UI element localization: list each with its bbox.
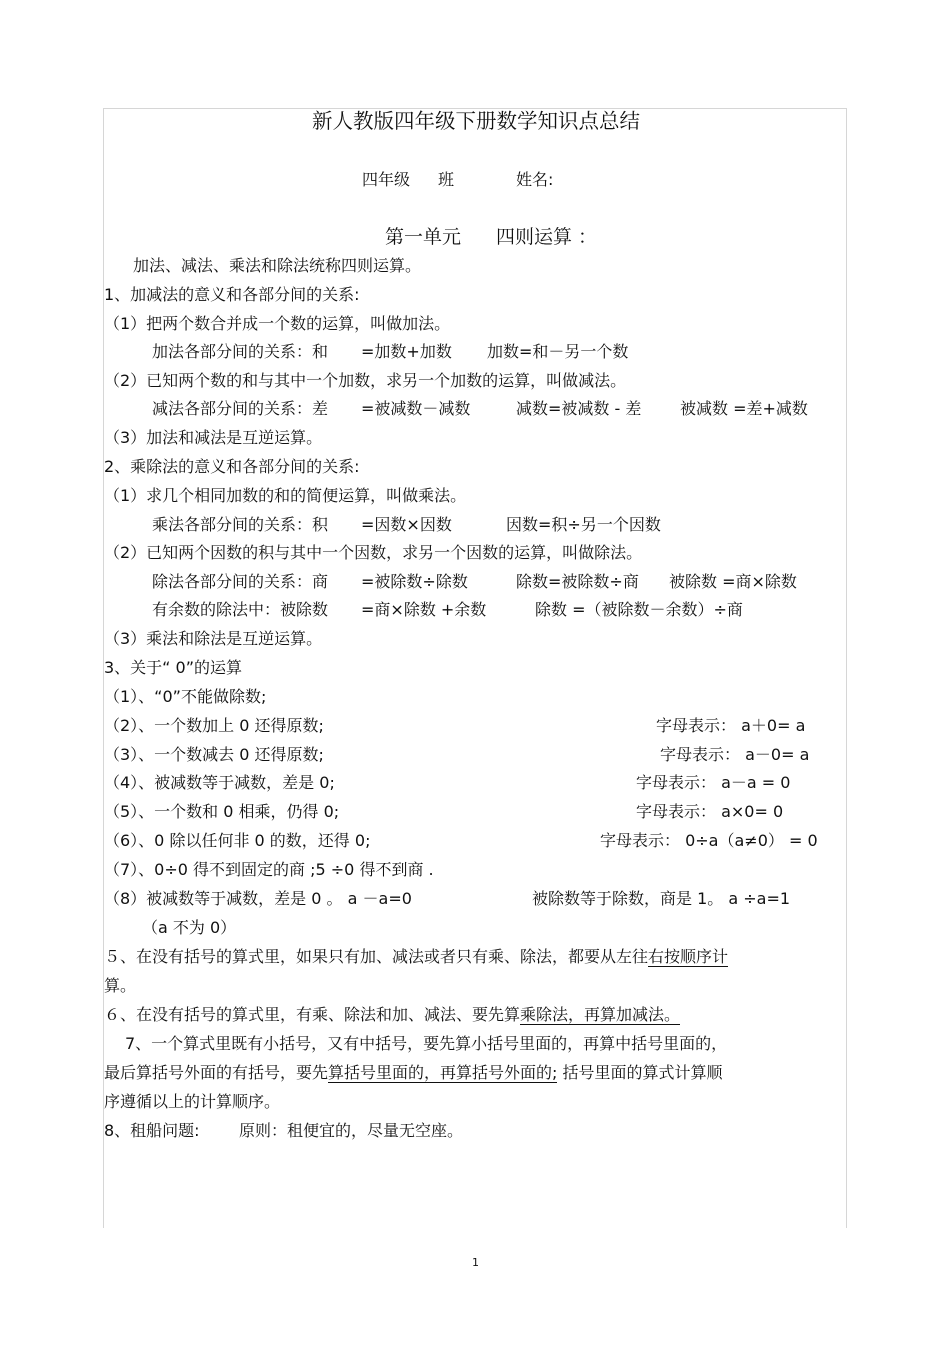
s1-point-3: （3）加法和减法是互逆运算。 [104,428,323,447]
s3-rule-2: （2）、一个数加上 0 还得原数; [104,716,324,735]
s1-addition-formula-1: =加数+加数 [361,342,452,361]
section-7-line-2 [104,1062,723,1084]
s3-rule-5: （5）、一个数和 0 相乘，仍得 0; [104,802,340,821]
s3-rule-4-formula: 字母表示： a－a = 0 [636,773,791,792]
s3-rule-5-formula: 字母表示： a×0= 0 [636,802,784,821]
s1-subtraction-formula-2: 减数=被减数 - 差 [516,399,642,418]
document-title: 新人教版四年级下册数学知识点总结 [312,109,640,133]
s2-point-1: （1）求几个相同加数的和的简便运算，叫做乘法。 [104,486,467,505]
section-7-line-2-underlined: 算括号里面的，再算括号外面的; [328,1063,558,1082]
s1-point-2: （2）已知两个数的和与其中一个加数，求另一个加数的运算，叫做减法。 [104,371,627,390]
s2-division-formula-1: =被除数÷除数 [361,572,468,591]
s3-rule-6: （6）、0 除以任何非 0 的数，还得 0; [104,831,371,850]
page-number: 1 [472,1256,479,1269]
section-5-continuation: 算。 [104,976,137,995]
s1-subtraction-formula-1: =被减数－减数 [361,399,471,418]
s3-rule-2-formula: 字母表示： a＋0= a [656,716,806,735]
grade-label: 四年级 [362,170,411,189]
section-7-line-2-pre: 最后算括号外面的有括号，要先 [104,1063,329,1082]
s3-rule-1: （1）、“0”不能做除数; [104,687,267,706]
section-8-heading: 8、租船问题: [104,1121,200,1140]
section-5-underlined: 右按顺序计 [648,947,729,966]
name-label: 姓名: [516,170,554,189]
unit-name: 四则运算 ： [496,226,598,248]
s3-rule-8c: （a 不为 0） [142,918,237,937]
class-label: 班 [438,170,455,189]
s3-rule-8b: 被除数等于除数，商是 1。 a ÷a=1 [532,889,791,908]
s2-remainder-formula-2: 除数 =（被除数－余数）÷商 [535,600,743,619]
page-border-right [846,108,847,1228]
section-6-underlined: 乘除法，再算加减法。 [520,1005,681,1024]
section-6-text [104,1004,680,1026]
s3-rule-7: （7）、0÷0 得不到固定的商 ;5 ÷0 得不到商 . [104,860,434,879]
s3-rule-3-formula: 字母表示： a－0= a [660,745,810,764]
s1-addition-formula-2: 加数=和－另一个数 [487,342,629,361]
section-5-text [104,946,728,968]
section-7-line-2-post: 括号里面的算式计算顺 [557,1063,723,1082]
section-7-line-1: 7、一个算式里既有小括号，又有中括号，要先算小括号里面的，再算中括号里面的， [125,1034,728,1053]
s2-remainder-formula-1: =商×除数 +余数 [361,600,487,619]
s2-point-2: （2）已知两个因数的积与其中一个因数，求另一个因数的运算，叫做除法。 [104,543,643,562]
s3-rule-4: （4）、被减数等于减数，差是 0; [104,773,335,792]
s2-division-formula-3: 被除数 =商×除数 [669,572,797,591]
s2-multiplication-formula-1: =因数×因数 [361,515,452,534]
s1-subtraction-relation-label: 减法各部分间的关系：差 [152,399,329,418]
s1-addition-relation-label: 加法各部分间的关系：和 [152,342,329,361]
s3-rule-8a: （8）被减数等于减数，差是 0 。 a －a=0 [104,889,412,908]
s3-rule-3: （3）、一个数减去 0 还得原数; [104,745,324,764]
s2-multiplication-formula-2: 因数=积÷另一个因数 [506,515,661,534]
s1-subtraction-formula-3: 被减数 =差+减数 [680,399,808,418]
s2-remainder-label: 有余数的除法中：被除数 [152,600,329,619]
unit-number: 第一单元 [385,226,462,248]
s2-division-relation-label: 除法各部分间的关系：商 [152,572,329,591]
section-3-heading: 3、关于“ 0”的运算 [104,658,243,677]
section-2-heading: 2、乘除法的意义和各部分间的关系: [104,457,360,476]
section-5-pre: ５、在没有括号的算式里，如果只有加、减法或者只有乘、除法，都要从左往 [104,947,649,966]
section-6-pre: ６、在没有括号的算式里，有乘、除法和加、减法、要先算 [104,1005,521,1024]
section-7-line-3: 序遵循以上的计算顺序。 [104,1092,281,1111]
s2-division-formula-2: 除数=被除数÷商 [516,572,639,591]
s2-point-3: （3）乘法和除法是互逆运算。 [104,629,323,648]
s1-point-1: （1）把两个数合并成一个数的运算，叫做加法。 [104,314,451,333]
s3-rule-6-formula: 字母表示： 0÷a（a≠0） = 0 [600,831,818,850]
s2-multiplication-relation-label: 乘法各部分间的关系：积 [152,515,329,534]
section-8-text: 原则：租便宜的，尽量无空座。 [239,1121,464,1140]
section-1-heading: 1、加减法的意义和各部分间的关系: [104,285,360,304]
intro-text: 加法、减法、乘法和除法统称四则运算。 [133,256,422,275]
